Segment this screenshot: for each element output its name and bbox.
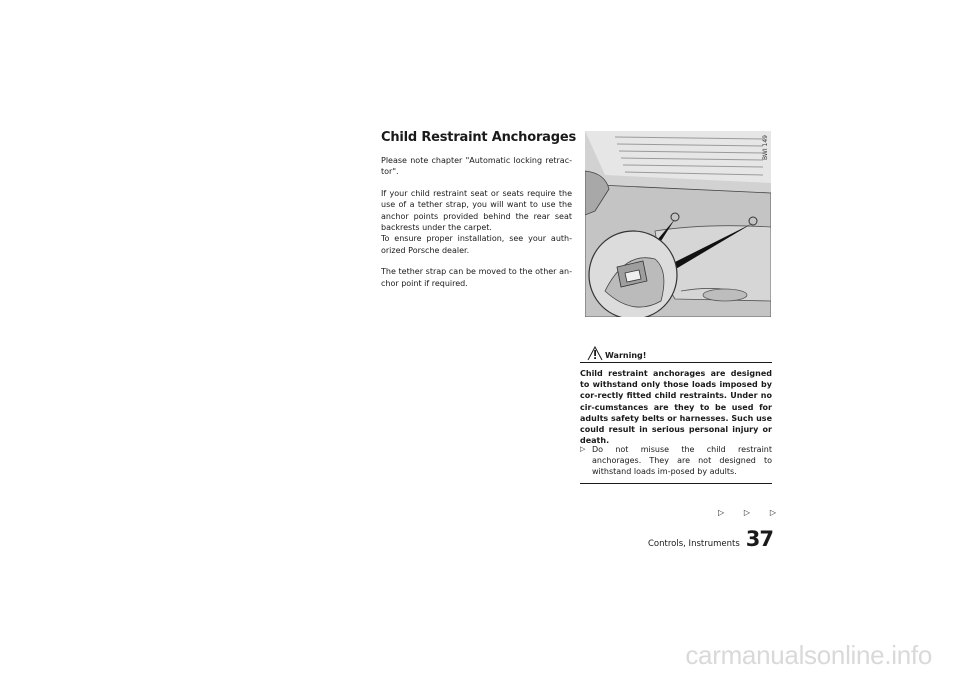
continue-arrow-icon: ▷ [718,508,725,517]
warning-label: Warning! [605,351,647,360]
figure-code: BWI 149 [762,135,769,160]
bullet-text: Do not misuse the child restraint anchorages. They are not designed to withstand loads im-posed by adults. [592,445,772,477]
section-name: Controls, Instruments [648,539,740,549]
anchorage-drawing [585,131,771,317]
page-heading: Child Restraint Anchorages [381,130,577,145]
warning-exclamation-icon [587,346,603,365]
bullet-arrow-icon: ▷ [580,445,586,453]
page-number: 37 [745,527,773,551]
warning-header [580,346,772,363]
warning-text: Child restraint anchorages are designed to withstand only those loads imposed by cor-rectly fitted child restraints. Under no cir-cumstances are they to be used for adults safety belts or harnesses. Such use could result in serious personal injury or death. [580,369,772,446]
paragraph-move-strap: The tether strap can be moved to the other an-chor point if required. [381,267,572,288]
paragraph-dealer: To ensure proper installation, see your auth-orized Porsche dealer. [381,234,572,255]
watermark-text: carmanualsonline.info [685,640,932,670]
continue-arrow-icon: ▷ [769,508,776,517]
warning-bullet [580,444,772,478]
page-footer [648,527,773,551]
warning-bottom-rule [580,483,772,484]
left-column [381,155,572,299]
paragraph-retractor-note: Please note chapter "Automatic locking retrac-tor". [381,156,572,177]
paragraph-tether-strap: If your child restraint seat or seats require the use of a tether strap, you will want to use the anchor points provided behind the rear seat backrests under the carpet. [381,188,572,233]
anchorage-illustration [585,131,771,317]
continuation-arrows [718,508,776,517]
continue-arrow-icon: ▷ [743,508,751,517]
